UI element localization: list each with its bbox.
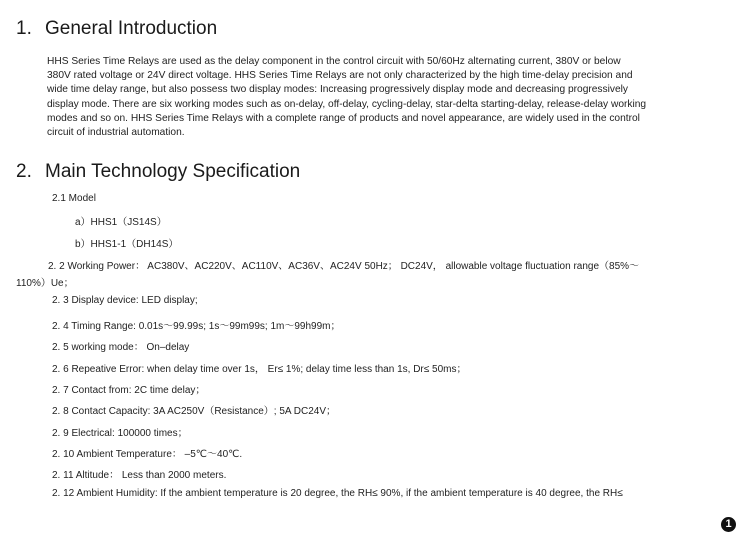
intro-line: wide time delay range, but also possess two display modes: Increasing progressively display mode and decreasing progressively — [47, 84, 628, 96]
spec-model-b: b）HHS1-1（DH14S） — [75, 239, 179, 250]
section-heading-main-technology-specification — [16, 161, 300, 183]
spec-electrical: 2. 9 Electrical: 100000 times； — [52, 428, 188, 439]
spec-ambient-humidity: 2. 12 Ambient Humidity: If the ambient temperature is 20 degree, the RH≤ 90%, if the ambient temperature is 40 degree, the RH≤ — [52, 488, 623, 499]
spec-model-a: a）HHS1（JS14S） — [75, 217, 167, 228]
spec-altitude: 2. 11 Altitude： Less than 2000 meters. — [52, 470, 227, 481]
page-number-badge: 1 — [721, 517, 736, 532]
intro-line: display mode. There are six working modes such as on-delay, off-delay, cycling-delay, star-delta starting-delay, release-delay working — [47, 98, 647, 110]
section-number: 2. — [16, 161, 32, 182]
intro-line: circuit of industrial automation. — [47, 127, 185, 139]
section-number: 1. — [16, 18, 32, 39]
spec-model-heading: 2.1 Model — [52, 193, 96, 204]
intro-line: modes and so on. HHS Series Time Relays with a complete range of products and novel appearance, are widely used in the control — [47, 112, 640, 124]
spec-timing-range: 2. 4 Timing Range: 0.01s～99.99s; 1s～99m99s; 1m～99h99m； — [52, 321, 341, 332]
section-title: General Introduction — [45, 18, 218, 39]
intro-line: HHS Series Time Relays are used as the delay component in the control circuit with 50/60Hz alternating current, 380V or below — [47, 56, 621, 67]
spec-contact-capacity: 2. 8 Contact Capacity: 3A AC250V（Resistance）; 5A DC24V； — [52, 406, 337, 417]
spec-ambient-temperature: 2. 10 Ambient Temperature： –5℃～40℃. — [52, 449, 243, 460]
spec-working-power-cont: 110%）Ue； — [16, 278, 74, 289]
spec-display-device: 2. 3 Display device: LED display; — [52, 295, 198, 306]
spec-working-power: 2. 2 Working Power： AC380V、AC220V、AC110V、AC36V、AC24V 50Hz； DC24V， allowable voltage fluctuation range（85%～ — [48, 261, 640, 272]
intro-line: 380V rated voltage or 24V direct voltage. HHS Series Time Relays are not only characterized by the high time-delay precision and — [47, 70, 633, 82]
introduction-paragraph — [47, 55, 737, 140]
spec-repeative-error: 2. 6 Repeative Error: when delay time over 1s， Er≤ 1%; delay time less than 1s, Dr≤ 50ms； — [52, 364, 467, 375]
section-heading-general-introduction — [16, 18, 217, 40]
section-title: Main Technology Specification — [45, 161, 301, 182]
spec-working-mode: 2. 5 working mode： On–delay — [52, 342, 190, 353]
spec-contact-from: 2. 7 Contact from: 2C time delay； — [52, 385, 206, 396]
